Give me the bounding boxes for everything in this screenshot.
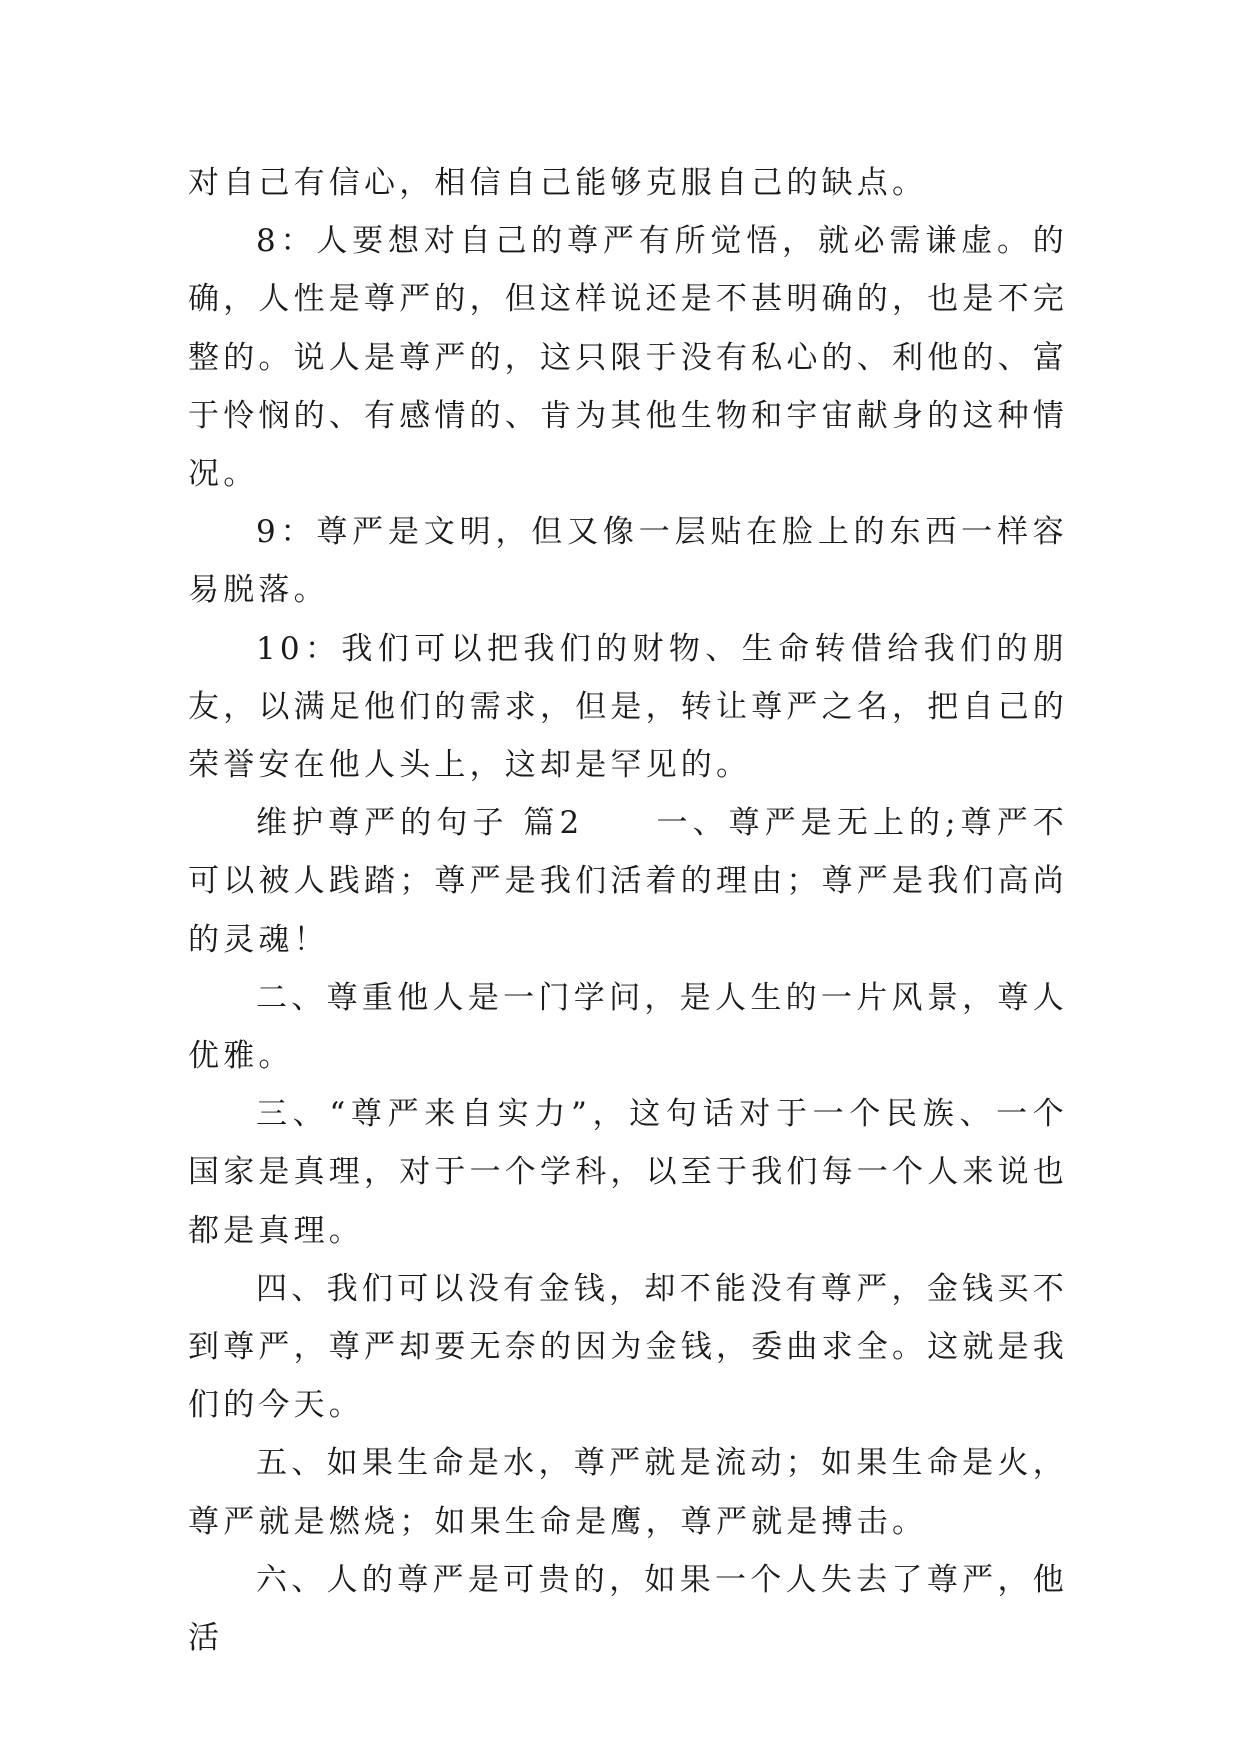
- paragraph-item-4: 四、我们可以没有金钱，却不能没有尊严，金钱买不到尊严，尊严却要无奈的因为金钱，委曲求全。这就是我们的今天。: [188, 1270, 1068, 1424]
- paragraph-item-3: 三、“尊严来自实力”，这句话对于一个民族、一个国家是真理，对于一个学科，以至于我们每一个人来说也都是真理。: [188, 1096, 1068, 1249]
- paragraph-item-5: 五、如果生命是水，尊严就是流动；如果生命是火，尊严就是燃烧；如果生命是鹰，尊严就是搏击。: [188, 1445, 1068, 1540]
- paragraph-item-2: 二、尊重他人是一门学问，是人生的一片风景，尊人优雅。: [188, 979, 1068, 1075]
- paragraph-quote-9: 9：尊严是文明，但又像一层贴在脸上的东西一样容易脱落。: [188, 514, 1068, 609]
- paragraph-item-6: 六、人的尊严是可贵的，如果一个人失去了尊严，他活: [188, 1561, 1068, 1657]
- document-body: [188, 154, 1068, 1667]
- paragraph-section-2-item-1: 维护尊严的句子 篇2 一、尊严是无上的;尊严不可以被人践踏；尊严是我们活着的理由；尊严是我们高尚的灵魂！: [188, 805, 1068, 958]
- paragraph-quote-8: 8：人要想对自己的尊严有所觉悟，就必需谦虚。的确，人性是尊严的，但这样说还是不甚明确的，也是不完整的。说人是尊严的，这只限于没有私心的、利他的、富于怜悯的、有感情的、肯为其他生物和宇宙献身的这种情况。: [188, 223, 1068, 493]
- paragraph-quote-10: 10：我们可以把我们的财物、生命转借给我们的朋友，以满足他们的需求，但是，转让尊严之名，把自己的荣誉安在他人头上，这却是罕见的。: [188, 630, 1068, 784]
- paragraph-continuation: 对自己有信心，相信自己能够克服自己的缺点。: [188, 165, 928, 201]
